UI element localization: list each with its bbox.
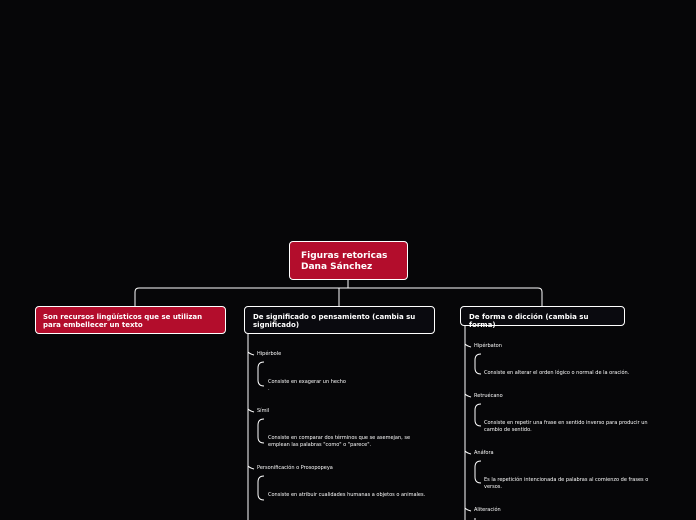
branch-definition-title: Son recursos lingüísticos que se utilizan para embellecer un texto xyxy=(43,313,203,330)
desc-personificacion[interactable]: Consiste en atribuir cualidades humanas a objetos o animales. xyxy=(268,492,426,498)
topic-hiperbole[interactable]: Hipérbole xyxy=(257,351,282,357)
root-topic[interactable] xyxy=(289,241,408,280)
desc-hiperbole[interactable]: Consiste en exagerar un hecho . xyxy=(268,379,346,392)
topic-anafora[interactable]: Anáfora xyxy=(474,450,494,456)
desc-simil[interactable]: Consiste en comparar dos términos que se asemejan, se emplean las palabras "como" o "parece". xyxy=(268,435,411,448)
branch-definition[interactable] xyxy=(35,306,226,334)
topic-hiperbaton[interactable]: Hipérbaton xyxy=(474,343,502,349)
branch-significado[interactable] xyxy=(244,306,435,334)
desc-hiperbaton[interactable]: Consiste en alterar el orden lógico o normal de la oración. xyxy=(484,370,630,376)
root-author: Dana Sánchez xyxy=(301,261,373,272)
topic-simil[interactable]: Símil xyxy=(257,408,270,414)
branch-forma[interactable] xyxy=(460,306,625,330)
root-title: Figuras retoricas xyxy=(301,251,388,261)
desc-retruecano[interactable]: Consiste en repetir una frase en sentido inverso para producir un cambio de sentido. xyxy=(484,420,648,433)
branch-forma-title: De forma o dicción (cambia su forma) xyxy=(469,313,589,330)
topic-retruecano[interactable]: Retruécano xyxy=(474,393,503,399)
topic-aliteracion[interactable]: Aliteración xyxy=(474,507,501,513)
desc-anafora[interactable]: Es la repetición intencionada de palabras al comienzo de frases o versos. xyxy=(484,477,649,490)
branch-significado-title: De significado o pensamiento (cambia su significado) xyxy=(253,313,416,330)
topic-personificacion[interactable]: Personificación o Prosopopeya xyxy=(257,465,333,471)
